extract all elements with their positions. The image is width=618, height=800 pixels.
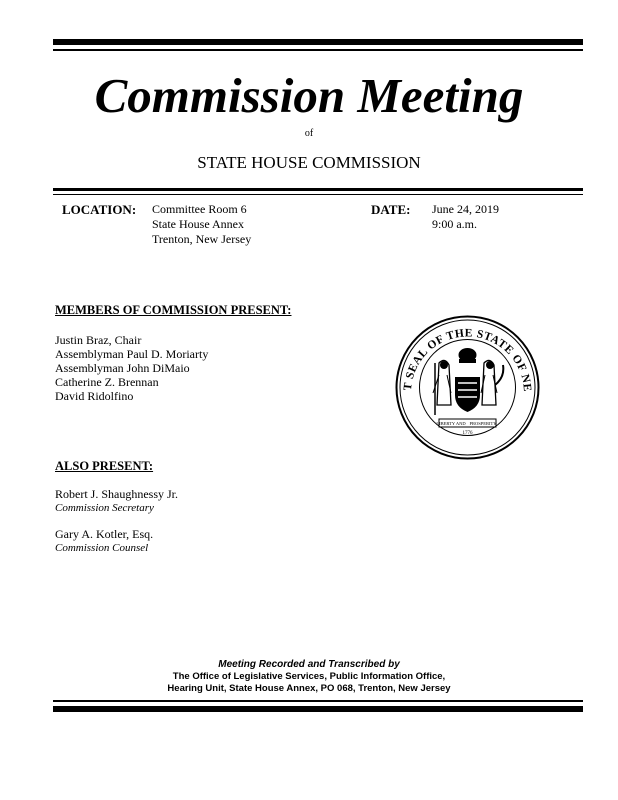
staff-role: Commission Secretary bbox=[55, 502, 154, 514]
footer-line: Hearing Unit, State House Annex, PO 068, Trenton, New Jersey bbox=[167, 683, 451, 694]
also-present-heading: ALSO PRESENT: bbox=[55, 459, 154, 473]
great-seal-nj bbox=[395, 315, 540, 460]
staff-entry bbox=[55, 487, 178, 515]
middle-rule-thin bbox=[53, 194, 583, 195]
footer-line: Meeting Recorded and Transcribed by bbox=[218, 659, 400, 670]
footer-line: The Office of Legislative Services, Public Information Office, bbox=[172, 671, 446, 682]
bottom-rule-thin bbox=[53, 700, 583, 702]
member-name: David Ridolfino bbox=[55, 389, 134, 403]
date-label: DATE: bbox=[371, 202, 411, 217]
seal-motto-liberty: LIBERTY AND bbox=[436, 421, 466, 426]
location-value bbox=[152, 202, 251, 247]
staff-entry bbox=[55, 527, 153, 555]
member-name: Assemblyman Paul D. Moriarty bbox=[55, 347, 209, 361]
footer-transcription-note bbox=[0, 659, 618, 695]
location-line: Trenton, New Jersey bbox=[152, 232, 252, 246]
member-name: Assemblyman John DiMaio bbox=[55, 361, 190, 375]
seal-graphic bbox=[395, 315, 540, 460]
bottom-rule-thick bbox=[53, 706, 583, 712]
member-name: Catherine Z. Brennan bbox=[55, 375, 159, 389]
commission-name: STATE HOUSE COMMISSION bbox=[197, 153, 421, 172]
top-rule-thick bbox=[53, 39, 583, 45]
staff-name: Gary A. Kotler, Esq. bbox=[55, 527, 154, 541]
time-line: 9:00 a.m. bbox=[432, 217, 477, 231]
date-line: June 24, 2019 bbox=[432, 202, 499, 216]
staff-role: Commission Counsel bbox=[55, 542, 149, 554]
middle-rule-thick bbox=[53, 188, 583, 191]
title-of: of bbox=[304, 128, 314, 139]
seal-ring-text: T SEAL OF THE STATE OF NE bbox=[401, 327, 534, 393]
seal-year: 1776 bbox=[462, 431, 473, 436]
staff-name: Robert J. Shaughnessy Jr. bbox=[55, 487, 178, 501]
location-label: LOCATION: bbox=[62, 202, 137, 217]
members-list bbox=[55, 333, 208, 403]
page-title: Commission Meeting bbox=[94, 68, 524, 123]
date-value bbox=[432, 202, 499, 232]
location-line: State House Annex bbox=[152, 217, 244, 231]
member-name: Justin Braz, Chair bbox=[55, 333, 142, 347]
members-heading: MEMBERS OF COMMISSION PRESENT: bbox=[55, 303, 292, 317]
seal-motto-prosperity: PROSPERITY bbox=[469, 421, 497, 426]
location-line: Committee Room 6 bbox=[152, 202, 247, 216]
top-rule-thin bbox=[53, 49, 583, 51]
